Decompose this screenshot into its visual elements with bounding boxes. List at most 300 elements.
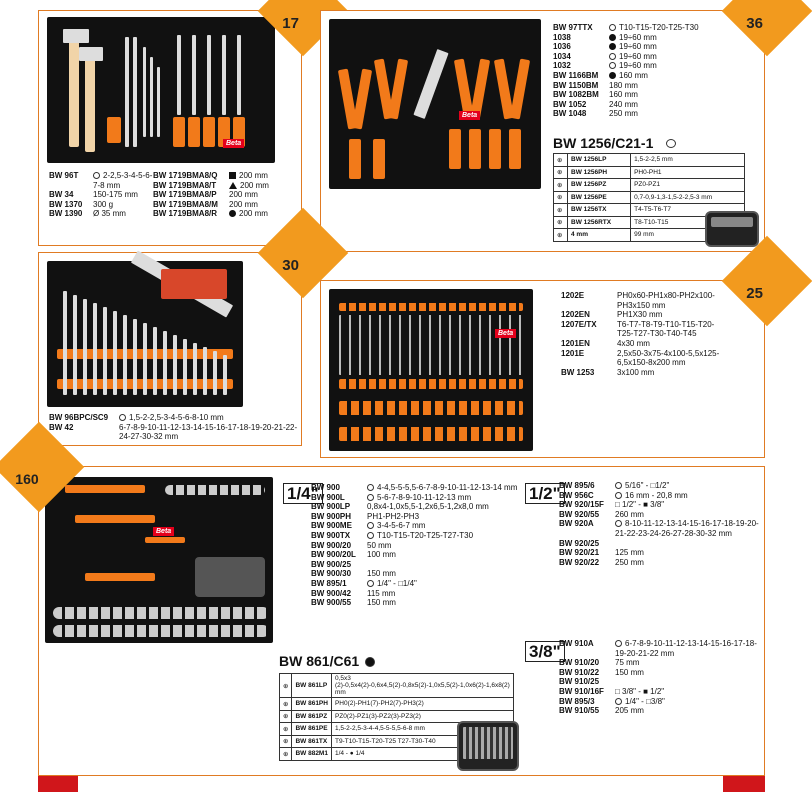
product-code: BW 895/3 <box>559 696 595 706</box>
product-code: BW 900/20 <box>311 540 352 550</box>
size-text: 300 g <box>93 199 114 209</box>
spec-row <box>559 687 759 697</box>
brand-logo: Beta <box>223 139 244 148</box>
bit-code: BW 1256PE <box>568 191 631 204</box>
circle-icon <box>367 484 374 491</box>
brand-logo: Beta <box>459 111 480 120</box>
circle-icon <box>615 640 622 647</box>
spec-row <box>311 521 521 531</box>
spec-list-half <box>559 481 769 567</box>
product-code: BW 1719BMA8/M <box>153 199 218 209</box>
spec-row <box>49 200 159 210</box>
spec-row <box>153 209 293 219</box>
product-size <box>609 33 657 43</box>
spec-row <box>553 71 733 81</box>
spec-row <box>561 349 721 368</box>
bit-code: BW 882M1 <box>292 748 332 761</box>
product-size <box>93 171 159 190</box>
size-text: 160 mm <box>619 70 648 80</box>
size-text: 200 mm <box>229 190 258 200</box>
product-size <box>229 209 268 219</box>
size-text: 8-10-11-12-13-14-15-16-17-18-19-20-21-22-23-24-26-27-28-30-32 mm <box>615 519 759 538</box>
product-size <box>367 569 396 579</box>
dot-icon <box>609 72 616 79</box>
bit-sizes: 1/4 - ● 1/4 <box>331 748 513 761</box>
product-size <box>615 697 665 707</box>
product-code: BW 97TTX <box>553 23 593 32</box>
panel-tray-36 <box>320 10 765 252</box>
file-handle <box>107 117 121 143</box>
wrench <box>223 355 227 395</box>
size-text: 5/16" - □1/2" <box>625 481 670 490</box>
size-text: 0,8x4-1,0x5,5-1,2x6,5-1,2x8,0 mm <box>367 502 489 512</box>
size-text: 125 mm <box>615 548 644 558</box>
size-text: 5-6-7-8-9-10-11-12-13 mm <box>377 492 472 502</box>
bit-code: BW 1256RTX <box>568 216 631 229</box>
dot-icon <box>229 210 236 217</box>
size-text: 240 mm <box>609 99 638 109</box>
bit-code: BW 1256TX <box>568 204 631 217</box>
size-text: PH1-PH2-PH3 <box>367 511 420 521</box>
product-size <box>367 521 425 531</box>
product-code: BW 900/20L <box>311 550 356 560</box>
triangle-icon <box>229 182 237 189</box>
spec-row <box>559 697 759 707</box>
footer-bar-left <box>38 776 78 792</box>
circle-icon <box>615 520 622 527</box>
product-size <box>229 181 269 191</box>
product-code: BW 910/55 <box>559 706 600 716</box>
product-code: BW 956C <box>559 490 594 500</box>
product-size <box>617 339 650 349</box>
circle-icon <box>615 482 622 489</box>
size-text: 6-7-8-9-10-11-12-13-14-15-16-17-18-19-20-21-22-24-27-30-32 mm <box>119 422 298 442</box>
product-size <box>367 579 417 589</box>
bit-tip-icon: ⊕ <box>280 698 292 711</box>
size-text: 2,5x50-3x75-4x100-5,5x125-6,5x150-8x200 mm <box>617 348 720 368</box>
product-size <box>617 320 721 339</box>
product-size <box>609 23 699 33</box>
product-code: BW 1719BMA8/T <box>153 180 217 190</box>
tray-image-25 <box>329 289 533 451</box>
spec-row <box>561 310 721 320</box>
product-code: BW 900/30 <box>311 569 352 579</box>
bit-code: BW 1256PZ <box>568 179 631 192</box>
ratchet-handle <box>65 485 145 493</box>
size-text: □ 3/8" - ■ 1/2" <box>615 686 665 696</box>
wrench <box>93 303 97 395</box>
product-size <box>609 109 638 119</box>
product-code: BW 1166BM <box>553 70 599 80</box>
product-code: BW 1150BM <box>553 80 599 90</box>
product-code: BW 900TX <box>311 530 351 540</box>
count-badge-label: 25 <box>746 284 763 302</box>
file-handle <box>188 117 200 147</box>
product-code: 1202EN <box>561 310 590 320</box>
product-code: BW 895/6 <box>559 481 595 490</box>
hammer-handle <box>69 37 79 147</box>
spec-list-36 <box>553 23 733 119</box>
hex-key-set-image <box>161 269 227 299</box>
circle-icon <box>367 580 374 587</box>
wrench <box>143 323 147 395</box>
size-text: 1/4" - □3/8" <box>625 696 665 706</box>
bit-tip-icon: ⊕ <box>280 735 292 748</box>
spec-row <box>559 519 769 538</box>
product-size <box>119 413 224 423</box>
size-text: Ø 35 mm <box>93 209 126 219</box>
circle-icon <box>119 414 126 421</box>
size-text: 1,5-2-2,5-3-4-5-6-8-10 mm <box>129 413 224 422</box>
spec-row <box>49 209 159 219</box>
spec-row <box>561 291 721 310</box>
product-size <box>229 171 268 181</box>
spec-list-30 <box>49 413 299 442</box>
socket-row <box>53 625 269 637</box>
spec-row <box>153 190 293 200</box>
product-size <box>609 71 648 81</box>
product-size <box>119 423 299 442</box>
circle-icon <box>615 698 622 705</box>
screwdriver-row <box>339 379 523 389</box>
dot-icon <box>609 43 616 50</box>
spec-row <box>559 510 769 520</box>
bit-tip-icon: ⊕ <box>280 723 292 736</box>
hex-key <box>150 57 153 137</box>
size-text: 180 mm <box>609 80 638 90</box>
size-text: 2-2,5-3-4-5-6-7-8 mm <box>93 171 153 190</box>
product-size <box>617 310 662 320</box>
product-code: BW 900ME <box>311 521 352 531</box>
product-code: BW 910/25 <box>559 677 600 687</box>
product-code: BW 1370 <box>49 199 83 209</box>
product-code: BW 920/21 <box>559 548 600 558</box>
spec-row <box>311 560 521 570</box>
size-text: T6-T7-T8-T9-T10-T15-T20-T25-T27-T30-T40-T45 <box>617 319 715 339</box>
size-text: 200 mm <box>239 209 268 219</box>
spec-row <box>559 500 769 510</box>
file <box>222 35 226 115</box>
extension-bar <box>145 537 185 543</box>
spec-row <box>559 639 759 658</box>
bit-tip-icon: ⊕ <box>554 179 568 192</box>
brand-logo: Beta <box>153 527 174 536</box>
screwdriver-handle <box>349 139 361 179</box>
spec-row <box>311 483 521 493</box>
size-text: 3x100 mm <box>617 367 655 377</box>
square-icon <box>229 172 236 179</box>
spec-row <box>559 677 759 687</box>
bit-row <box>554 154 745 167</box>
circle-icon <box>367 494 374 501</box>
spec-row <box>553 42 733 52</box>
bit-set-title-160: BW 861/C61 <box>279 653 360 669</box>
bit-sizes: PH0-PH1 <box>631 166 745 179</box>
bit-sizes: 99 mm <box>631 229 745 242</box>
spec-row <box>553 90 733 100</box>
product-size <box>93 190 138 200</box>
bit-tip-icon: ⊕ <box>554 191 568 204</box>
bit-row <box>554 179 745 192</box>
bit-sizes: 0,7-0,9-1,3-1,5-2-2,5-3 mm <box>631 191 745 204</box>
size-text: 6-7-8-9-10-11-12-13-14-15-16-17-18-19-20-21-22 mm <box>615 639 757 658</box>
count-badge-label: 30 <box>282 256 299 274</box>
product-size <box>367 541 391 551</box>
product-size <box>229 190 258 200</box>
bit-sizes: 0,5x3 (2)-0,5x4(2)-0,6x4,5(2)-0,8x5(2)-1,0x5,5(2)-1,0x6(2)-1,6x8(2) mm <box>331 674 513 698</box>
spec-list-17b <box>153 171 293 219</box>
screwdriver-row <box>339 303 523 311</box>
file <box>177 35 181 115</box>
panel-tray-160 <box>15 466 765 776</box>
product-size <box>609 52 657 62</box>
product-code: 1202E <box>561 291 585 300</box>
spec-row <box>559 539 769 549</box>
size-text: 19÷60 mm <box>619 51 657 61</box>
spec-row <box>553 81 733 91</box>
product-code: 1032 <box>553 61 571 71</box>
bit-tip-icon: ⊕ <box>554 216 568 229</box>
product-size <box>617 368 654 378</box>
wrench <box>153 327 157 395</box>
pliers-handle <box>510 59 530 120</box>
panel-tray-30 <box>38 252 302 446</box>
size-text: 150-175 mm <box>93 190 138 200</box>
screwdriver-row <box>339 401 523 415</box>
tray-image-17 <box>47 17 275 163</box>
spec-row <box>311 531 521 541</box>
product-code: 1036 <box>553 42 571 52</box>
spec-row <box>559 658 759 668</box>
product-code: BW 900PH <box>311 511 352 521</box>
file-handle <box>173 117 185 147</box>
size-text: 4x30 mm <box>617 338 650 348</box>
product-size <box>367 589 395 599</box>
bit-case-image <box>457 721 519 771</box>
product-code: BW 920/55 <box>559 509 600 519</box>
set-icon <box>666 139 676 148</box>
size-text: 260 mm <box>615 509 644 519</box>
bit-row <box>280 698 514 711</box>
bit-row <box>554 166 745 179</box>
spec-list-quarter <box>311 483 521 608</box>
mallet-head <box>79 47 103 61</box>
dot-icon <box>609 34 616 41</box>
product-size <box>367 531 473 541</box>
circle-icon <box>367 532 374 539</box>
case-bits <box>711 217 753 227</box>
spec-row <box>553 23 733 33</box>
spec-row <box>311 550 521 560</box>
spec-row <box>49 171 159 190</box>
ratchet-handle <box>75 515 155 523</box>
pliers <box>133 37 137 147</box>
count-badge-label: 36 <box>746 14 763 32</box>
file-handle <box>203 117 215 147</box>
product-size <box>615 491 688 501</box>
spec-row <box>553 52 733 62</box>
product-code: BW 900 <box>311 483 340 492</box>
product-size <box>609 61 657 71</box>
wrench <box>113 311 117 395</box>
spec-row <box>553 61 733 71</box>
tray-image-36 <box>329 19 541 189</box>
bit-row <box>554 191 745 204</box>
set-icon <box>365 657 375 667</box>
count-badge-label: 160 <box>15 471 39 488</box>
size-text: 4-4,5-5-5,5-6-7-8-9-10-11-12-13-14 mm <box>377 483 518 492</box>
circle-icon <box>609 24 616 31</box>
wrench <box>73 295 77 395</box>
size-text: 1/4" - □1/4" <box>377 578 417 588</box>
spec-row <box>311 589 521 599</box>
product-code: BW 900/55 <box>311 598 352 608</box>
size-text: 115 mm <box>367 588 396 598</box>
product-size <box>609 81 638 91</box>
product-code: BW 900L <box>311 492 345 502</box>
brand-logo: Beta <box>495 329 516 338</box>
product-size <box>615 658 639 668</box>
circle-icon <box>367 522 374 529</box>
wrench <box>133 319 137 395</box>
panel-tray-17 <box>38 10 302 246</box>
size-text: 150 mm <box>367 598 396 608</box>
product-size <box>367 502 489 512</box>
wrench <box>83 299 87 395</box>
product-code: 1201EN <box>561 338 590 348</box>
bit-code: BW 861LP <box>292 674 332 698</box>
bit-tip-icon: ⊕ <box>554 204 568 217</box>
product-code: BW 1082BM <box>553 90 599 100</box>
wrench <box>213 351 217 395</box>
spec-list-17a <box>49 171 159 219</box>
product-code: BW 910A <box>559 639 594 648</box>
product-code: BW 1390 <box>49 209 83 219</box>
wrench <box>123 315 127 395</box>
product-size <box>367 512 419 522</box>
size-text: 75 mm <box>615 658 640 668</box>
size-text: PH1X30 mm <box>617 310 663 320</box>
size-text: T10-T15-T20-T25-T30 <box>619 23 699 32</box>
spec-list-threeeighth <box>559 639 759 716</box>
bit-tip-icon: ⊕ <box>280 710 292 723</box>
wrench <box>163 331 167 395</box>
spec-row <box>311 569 521 579</box>
pliers-handle <box>388 59 408 120</box>
pliers-handle <box>352 69 372 130</box>
screwdriver-handle <box>469 129 481 169</box>
bit-sizes: 1,5-2-2,5-3-4-4,5-5-5,5-6-8 mm <box>331 723 513 736</box>
product-code: BW 1048 <box>553 109 587 119</box>
pliers <box>125 37 129 147</box>
spec-row <box>559 706 759 716</box>
screwdriver-handle <box>373 139 385 179</box>
product-size <box>615 519 769 538</box>
product-code: BW 1719BMA8/R <box>153 209 218 219</box>
spec-row <box>559 481 769 491</box>
spec-row <box>553 33 733 43</box>
size-text: 150 mm <box>615 667 644 677</box>
product-size <box>615 548 644 558</box>
product-code: BW 920/25 <box>559 538 600 548</box>
product-size <box>93 200 113 210</box>
bit-sizes: PH0(2)-PH1(7)-PH2(7)-PH3(2) <box>331 698 513 711</box>
product-size <box>615 687 664 697</box>
product-size <box>615 558 644 568</box>
product-code: 1038 <box>553 32 571 42</box>
bit-code: BW 861PZ <box>292 710 332 723</box>
product-size <box>615 500 664 510</box>
size-text: 200 mm <box>229 199 258 209</box>
product-code: BW 910/16F <box>559 686 604 696</box>
product-code: BW 1719BMA8/Q <box>153 171 218 180</box>
size-text: 16 mm - 20,8 mm <box>625 490 688 500</box>
product-size <box>367 483 517 493</box>
product-size <box>367 598 396 608</box>
circle-icon <box>615 492 622 499</box>
product-code: BW 900/25 <box>311 559 352 569</box>
wrench <box>193 343 197 395</box>
file <box>192 35 196 115</box>
bit-code: BW 861PE <box>292 723 332 736</box>
product-code: BW 96BPC/SC9 <box>49 413 109 422</box>
product-code: BW 895/1 <box>311 578 347 588</box>
bit-tip-icon: ⊕ <box>554 154 568 167</box>
count-badge-label: 17 <box>282 14 299 32</box>
size-text: 19÷60 mm <box>619 32 657 42</box>
product-size <box>367 550 396 560</box>
spec-list-25 <box>561 291 721 377</box>
size-text: 160 mm <box>609 90 638 100</box>
bit-tip-icon: ⊕ <box>554 166 568 179</box>
spec-row <box>553 100 733 110</box>
screwdriver-handle <box>449 129 461 169</box>
product-code: BW 1719BMA8/P <box>153 190 217 200</box>
product-size <box>609 100 638 110</box>
spec-row <box>153 200 293 210</box>
product-size <box>609 42 657 52</box>
product-size <box>615 510 644 520</box>
size-text: 200 mm <box>240 180 269 190</box>
product-code: BW 34 <box>49 190 74 200</box>
screwdriver-blades <box>339 315 523 375</box>
spec-row <box>553 109 733 119</box>
wrench <box>173 335 177 395</box>
product-code: BW 920/22 <box>559 557 600 567</box>
bit-sizes: T4-T5-T6-T7 <box>631 204 745 217</box>
drive-size-quarter: 1/4" <box>283 483 323 504</box>
size-text: 150 mm <box>367 569 396 579</box>
locking-pliers <box>413 49 448 119</box>
wrench <box>103 307 107 395</box>
product-size <box>615 639 759 658</box>
bit-case-image <box>705 211 759 247</box>
bit-sizes: PZ0(2)-PZ1(3)-PZ2(3)-PZ3(2) <box>331 710 513 723</box>
wrench <box>183 339 187 395</box>
product-code: 1207E/TX <box>561 319 597 329</box>
bit-code: BW 861TX <box>292 735 332 748</box>
drive-size-threeeighth: 3/8" <box>525 641 565 662</box>
spec-row <box>561 320 721 339</box>
bit-tip-icon: ⊕ <box>554 229 568 242</box>
spec-row <box>153 171 293 181</box>
product-size <box>615 706 644 716</box>
hex-key <box>157 67 160 137</box>
panel-tray-25 <box>320 280 765 458</box>
footer-bar-right <box>723 776 765 792</box>
circle-icon <box>609 53 616 60</box>
wrench <box>63 291 67 395</box>
